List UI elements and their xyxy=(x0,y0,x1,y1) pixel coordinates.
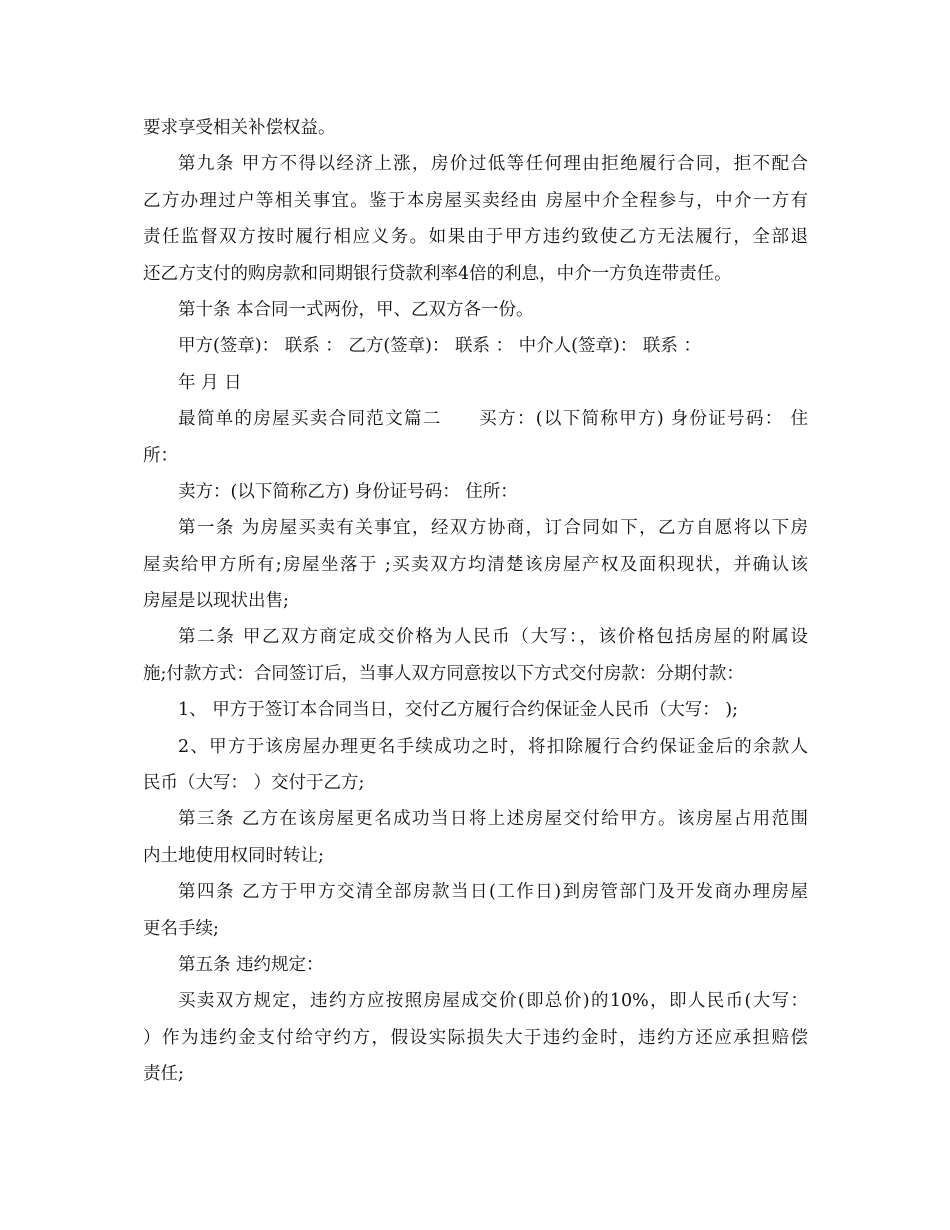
text-line: 第十条 本合同一式两份，甲、乙双方各一份。 xyxy=(178,299,534,320)
text-line: 施;付款方式：合同签订后，当事人双方同意按以下方式交付房款：分期付款： xyxy=(143,663,744,684)
text-line: 乙方办理过户等相关事宜。鉴于本房屋买卖经由 房屋中介全程参与，中介一方有 xyxy=(143,190,808,211)
text-line: 第一条 为房屋买卖有关事宜，经双方协商，订合同如下，乙方自愿将以下房 xyxy=(178,518,808,539)
text-line: 所： xyxy=(143,445,178,466)
text-line: 更名手续; xyxy=(143,918,219,939)
text-line: 1、 甲方于签订本合同当日，交付乙方履行合约保证金人民币（大写： ); xyxy=(178,700,738,721)
text-line: 年 月 日 xyxy=(178,372,242,393)
text-line: 第四条 乙方于甲方交清全部房款当日(工作日)到房管部门及开发商办理房屋 xyxy=(178,882,808,903)
text-line: 卖方：(以下简称乙方) 身份证号码： 住所： xyxy=(178,481,518,502)
text-line: 屋卖给甲方所有;房屋坐落于 ;买卖双方均清楚该房屋产权及面积现状，并确认该 xyxy=(143,554,808,575)
text-line: 甲方(签章)： 联系 ： 乙方(签章)： 联系 ： 中介人(签章)： 联系 ： xyxy=(178,336,701,357)
text-line: 民币（大写： ）交付于乙方; xyxy=(143,773,365,794)
text-line: 第二条 甲乙双方商定成交价格为人民币（大写：，该价格包括房屋的附属设 xyxy=(178,627,808,648)
text-line: 要求享受相关补偿权益。 xyxy=(143,118,336,138)
text-line: 房屋是以现状出售; xyxy=(143,591,289,612)
text-line: 第九条 甲方不得以经济上涨，房价过低等任何理由拒绝履行合同，拒不配合 xyxy=(178,154,808,175)
text-line: 责任监督双方按时履行相应义务。如果由于甲方违约致使乙方无法履行，全部退 xyxy=(143,227,808,248)
document-body xyxy=(143,110,808,1093)
text-line: 买卖双方规定，违约方应按照房屋成交价(即总价)的10%，即人民币(大写： xyxy=(178,991,808,1012)
text-line: 最简单的房屋买卖合同范文篇二 买方：(以下简称甲方) 身份证号码： 住 xyxy=(178,409,808,430)
text-line: 内土地使用权同时转让; xyxy=(143,845,324,866)
text-line: 责任; xyxy=(143,1064,184,1085)
text-line: 第三条 乙方在该房屋更名成功当日将上述房屋交付给甲方。该房屋占用范围 xyxy=(178,809,808,830)
text-line: ）作为违约金支付给守约方，假设实际损失大于违约金时，违约方还应承担赔偿 xyxy=(143,1027,808,1048)
text-line: 还乙方支付的购房款和同期银行贷款利率4倍的利息，中介一方负连带责任。 xyxy=(143,263,732,284)
text-line: 2、甲方于该房屋办理更名手续成功之时，将扣除履行合约保证金后的余款人 xyxy=(178,736,808,757)
text-line: 第五条 违约规定： xyxy=(178,954,324,975)
